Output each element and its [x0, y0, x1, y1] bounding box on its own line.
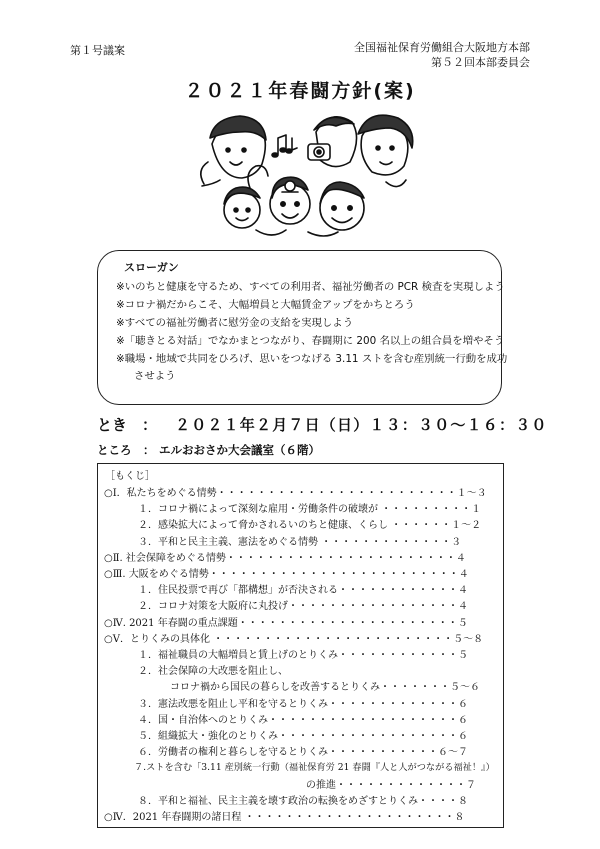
toc-section: ○Ⅱ. 社会保障をめぐる情勢・・・・・・・・・・・・・・・・・・・・・・・４: [104, 552, 466, 564]
document-title: ２０２１年春闘方針(案): [184, 80, 416, 102]
toc-item: ２．感染拡大によって脅かされるいのちと健康、くらし ・・・・・・１～２: [138, 520, 482, 532]
meeting-name: 第５２回本部委員会: [431, 56, 530, 69]
toc-title: ［もくじ］: [105, 471, 155, 482]
agenda-number: 第１号議案: [70, 44, 125, 57]
toc-item: ２．社会保障の大改悪を阻止し、: [138, 666, 288, 678]
toc-item: １．住民投票で再び「都構想」が否決される・・・・・・・・・・・・４: [138, 585, 468, 597]
toc-item-continuation: コロナ禍から国民の暮らしを改善するとりくみ・・・・・・・５～６: [170, 682, 480, 694]
toc-item: ２．コロナ対策を大阪府に丸投げ・・・・・・・・・・・・・・・・・４: [138, 601, 468, 613]
slogan-box: [97, 250, 508, 405]
slogan-item: ※すべての福祉労働者に慰労金の支給を実現しよう: [116, 317, 354, 329]
meeting-place: [97, 442, 320, 458]
table-of-contents: [97, 463, 504, 828]
slogan-item: ※「聴きとる対話」でなかまとつながり、春闘期に 200 名以上の組合員を増やそう: [116, 335, 505, 347]
organization-header: [354, 40, 530, 70]
time-value: ２０２１年２月７日（日）１３：３０～１６：３０: [175, 416, 548, 434]
slogan-item: ※いのちと健康を守るため、すべての利用者、福祉労働者の PCR 検査を実現しよう: [116, 281, 505, 293]
toc-section: ○Ⅰ．私たちをめぐる情勢・・・・・・・・・・・・・・・・・・・・・・・・１～３: [104, 488, 487, 499]
meeting-time: [97, 414, 548, 435]
toc-item: ８．平和と福祉、民主主義を壊す政治の転換をめざすとりくみ・・・・８: [138, 795, 468, 807]
slogan-item: ※職場・地域で共同をひろげ、思いをつなげる 3.11 ストを含む産別統一行動を成功: [116, 353, 508, 365]
slogan-item: ※コロナ禍だからこそ、大幅増員と大幅賃金アップをかちとろう: [116, 299, 415, 311]
organization-name: 全国福祉保育労働組合大阪地方本部: [354, 41, 530, 54]
toc-item: ３．憲法改悪を阻止し平和を守るとりくみ・・・・・・・・・・・・・６: [138, 698, 468, 710]
toc-item: １．福祉職員の大幅増員と賃上げのとりくみ・・・・・・・・・・・・５: [138, 650, 468, 661]
toc-item: １．コロナ禍によって深刻な雇用・労働条件の破壊が ・・・・・・・・・１: [138, 504, 482, 516]
toc-section: ○Ⅳ．2021 年春闘期の諸日程 ・・・・・・・・・・・・・・・・・・・・・８: [104, 812, 465, 823]
toc-section: ○Ⅳ. 2021 年春闘の重点課題・・・・・・・・・・・・・・・・・・・・・・５: [104, 617, 468, 629]
slogan-item-continuation: させよう: [134, 370, 176, 382]
toc-item: ６．労働者の権利と暮らしを守るとりくみ・・・・・・・・・・・６～７: [138, 747, 468, 759]
place-label: ところ ：: [97, 443, 155, 457]
toc-section: ○Ⅲ. 大阪をめぐる情勢・・・・・・・・・・・・・・・・・・・・・・・・・４: [104, 569, 469, 580]
toc-item: ３．平和と民主主義、憲法をめぐる情勢 ・・・・・・・・・・・・・３: [138, 536, 462, 548]
toc-item-continuation: の推進・・・・・・・・・・・・・７: [306, 779, 476, 791]
people-group-illustration: [190, 108, 415, 243]
toc-item: ７.ストを含む「3.11 産別統一行動（福祉保育労 21 春闘『人と人がつながる福祉！』）: [134, 762, 495, 774]
toc-item: ５．組織拡大・強化のとりくみ・・・・・・・・・・・・・・・・・・６: [138, 731, 468, 742]
toc-item: ４．国・自治体へのとりくみ・・・・・・・・・・・・・・・・・・・６: [138, 714, 468, 726]
time-label: とき ：: [97, 416, 158, 434]
place-value: エルおおさか大会議室（６階）: [159, 443, 320, 457]
toc-section: ○Ⅴ．とりくみの具体化 ・・・・・・・・・・・・・・・・・・・・・・・・５～８: [104, 633, 484, 645]
slogan-title: スローガン: [124, 261, 179, 274]
